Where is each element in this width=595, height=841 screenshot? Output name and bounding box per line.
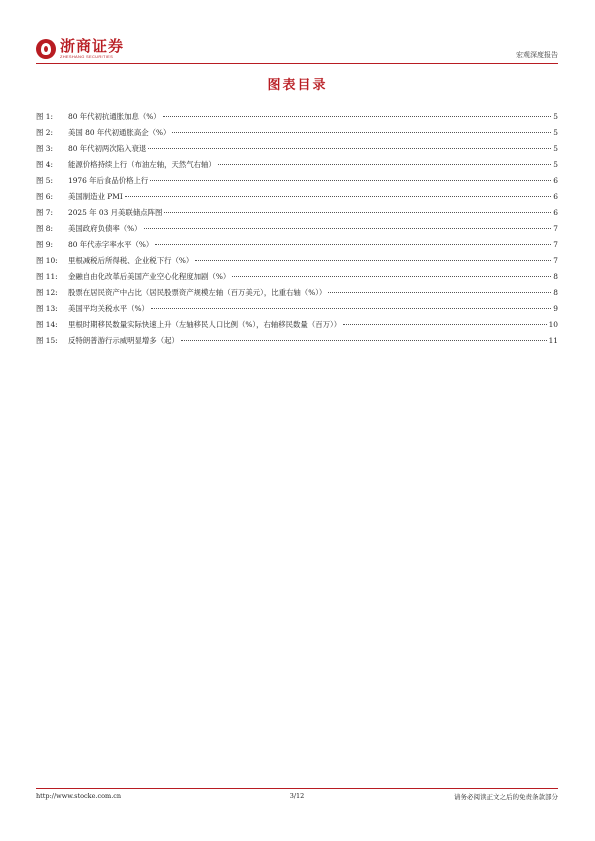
toc-figure-number: 图 1: xyxy=(36,112,53,121)
toc-entry[interactable] xyxy=(36,239,558,255)
toc-entry[interactable] xyxy=(36,111,558,127)
toc-page-number: 6 xyxy=(553,176,558,185)
toc-figure-title: 反特朗普游行示威明显增多（起） xyxy=(68,336,179,345)
header-divider xyxy=(36,63,558,64)
toc-entry[interactable] xyxy=(36,335,558,351)
toc-entry[interactable] xyxy=(36,319,558,335)
toc-figure-title: 美国政府负债率（%） xyxy=(68,224,142,233)
toc-entry[interactable] xyxy=(36,287,558,303)
footer-url-link[interactable]: http://www.stocke.com.cn xyxy=(36,792,122,800)
toc-dot-leader xyxy=(155,244,551,245)
toc-figure-title: 80 年代赤字率水平（%） xyxy=(68,240,154,249)
toc-entry[interactable] xyxy=(36,207,558,223)
report-type-label: 宏观深度报告 xyxy=(516,51,558,59)
toc-figure-number: 图 4: xyxy=(36,160,53,169)
toc-figure-number: 图 15: xyxy=(36,336,58,345)
toc-dot-leader xyxy=(150,180,551,181)
toc-dot-leader xyxy=(343,324,547,325)
toc-figure-number: 图 11: xyxy=(36,272,58,281)
toc-figure-number: 图 6: xyxy=(36,192,53,201)
toc-page-number: 5 xyxy=(553,160,558,169)
toc-figure-number: 图 10: xyxy=(36,256,58,265)
toc-dot-leader xyxy=(148,148,551,149)
toc-page-number: 6 xyxy=(553,192,558,201)
toc-figure-number: 图 12: xyxy=(36,288,58,297)
toc-figure-number: 图 13: xyxy=(36,304,58,313)
toc-figure-title: 金融自由化改革后美国产业空心化程度加剧（%） xyxy=(68,272,231,281)
toc-figure-number: 图 7: xyxy=(36,208,53,217)
toc-entry[interactable] xyxy=(36,175,558,191)
toc-page-number: 8 xyxy=(553,288,558,297)
toc-dot-leader xyxy=(232,276,551,277)
toc-page-number: 7 xyxy=(553,240,558,249)
toc-page-number: 6 xyxy=(553,208,558,217)
toc-dot-leader xyxy=(172,132,551,133)
page-number: 3/12 xyxy=(289,792,305,800)
toc-figure-number: 图 5: xyxy=(36,176,53,185)
figure-toc-list xyxy=(36,111,558,351)
toc-figure-number: 图 9: xyxy=(36,240,53,249)
toc-dot-leader xyxy=(125,196,552,197)
toc-dot-leader xyxy=(218,164,551,165)
toc-page-number: 5 xyxy=(553,144,558,153)
toc-entry[interactable] xyxy=(36,143,558,159)
toc-figure-number: 图 3: xyxy=(36,144,53,153)
page-title: 图表目录 xyxy=(267,78,328,93)
toc-figure-title: 里根时期移民数量实际快速上升（左轴移民人口比例（%），右轴移民数量（百万）） xyxy=(68,320,342,329)
toc-entry[interactable] xyxy=(36,127,558,143)
toc-page-number: 7 xyxy=(553,256,558,265)
toc-dot-leader xyxy=(195,260,551,261)
toc-figure-title: 美国制造业 PMI xyxy=(68,192,123,201)
toc-figure-title: 能源价格持续上行（布油左轴，天然气右轴） xyxy=(68,160,216,169)
toc-page-number: 7 xyxy=(553,224,558,233)
toc-entry[interactable] xyxy=(36,223,558,239)
toc-page-number: 9 xyxy=(553,304,558,313)
toc-page-number: 8 xyxy=(553,272,558,281)
toc-figure-title: 美国 80 年代初通胀高企（%） xyxy=(68,128,171,137)
toc-figure-number: 图 2: xyxy=(36,128,53,137)
toc-figure-title: 美国平均关税水平（%） xyxy=(68,304,149,313)
toc-dot-leader xyxy=(144,228,552,229)
logo-mark-icon xyxy=(36,39,56,59)
logo-chinese-name: 浙商证券 xyxy=(60,37,125,55)
toc-dot-leader xyxy=(181,340,547,341)
toc-figure-title: 股票在居民资产中占比（居民股票资产规模左轴（百万美元），比重右轴（%）） xyxy=(68,288,327,297)
toc-page-number: 10 xyxy=(548,320,558,329)
toc-figure-title: 1976 年后食品价格上行 xyxy=(68,176,149,185)
toc-dot-leader xyxy=(151,308,551,309)
toc-page-number: 5 xyxy=(553,112,558,121)
toc-page-number: 5 xyxy=(553,128,558,137)
page-footer xyxy=(36,792,558,802)
toc-figure-title: 里根减税后所得税、企业税下行（%） xyxy=(68,256,194,265)
toc-figure-title: 80 年代初抗通胀加息（%） xyxy=(68,112,161,121)
toc-entry[interactable] xyxy=(36,191,558,207)
logo-english-name: ZHESHANG SECURITIES xyxy=(60,54,114,59)
page-header xyxy=(36,38,558,64)
toc-figure-title: 2025 年 03 月美联储点阵图 xyxy=(68,208,163,217)
toc-figure-number: 图 14: xyxy=(36,320,58,329)
toc-dot-leader xyxy=(328,292,551,293)
toc-figure-title: 80 年代初两次陷入衰退 xyxy=(68,144,147,153)
toc-entry[interactable] xyxy=(36,159,558,175)
toc-entry[interactable] xyxy=(36,255,558,271)
toc-dot-leader xyxy=(164,212,551,213)
company-logo xyxy=(36,38,124,60)
toc-figure-number: 图 8: xyxy=(36,224,53,233)
toc-entry[interactable] xyxy=(36,303,558,319)
toc-entry[interactable] xyxy=(36,271,558,287)
toc-page-number: 11 xyxy=(548,336,558,345)
footer-divider xyxy=(36,788,558,789)
toc-dot-leader xyxy=(163,116,552,117)
footer-disclaimer: 请务必阅读正文之后的免责条款部分 xyxy=(454,793,558,801)
